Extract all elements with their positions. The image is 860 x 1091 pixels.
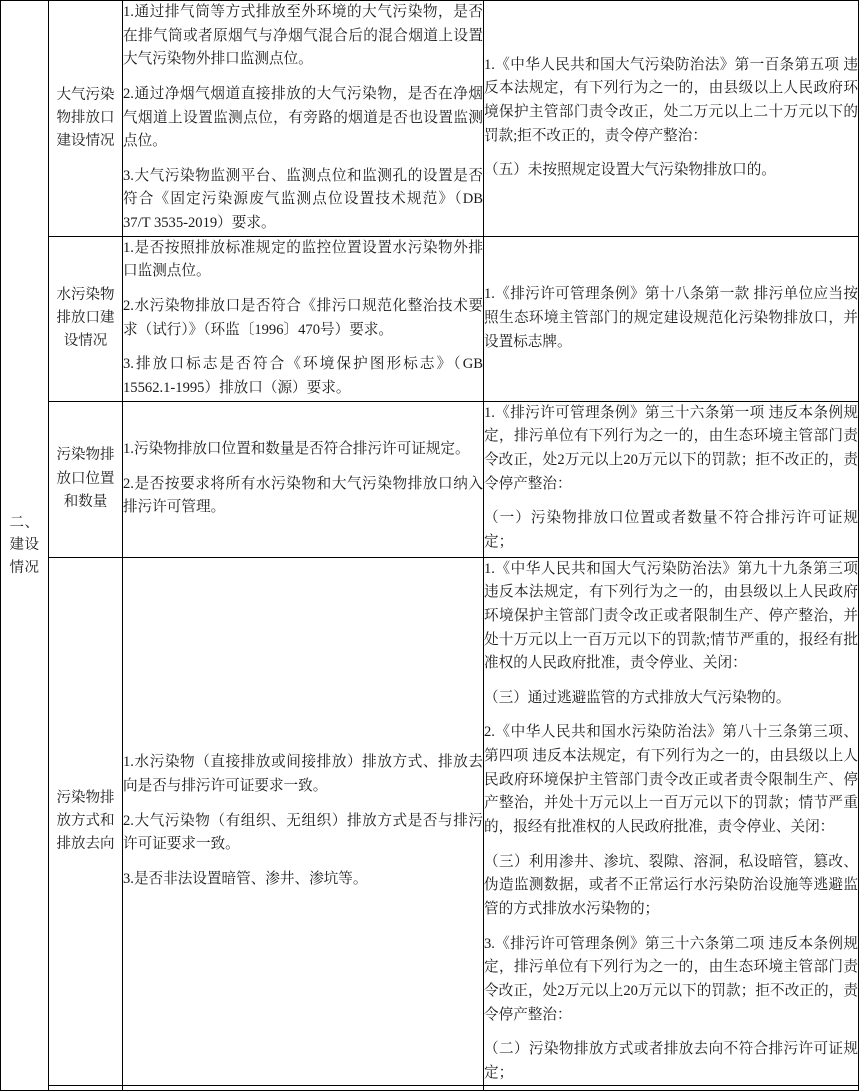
inspection-point: 1.是否按照排放标准规定的监控位置设置水污染物外排口监测点位。 <box>123 239 483 280</box>
inspection-points-cell <box>123 1 484 237</box>
sub-item-cell-air-outlet <box>49 1 123 237</box>
inspection-point: 1.通过排气筒等方式排放至外环境的大气污染物，是否在排气筒或者原烟气与净烟气混合后的混合烟道上设置大气污染物外排口监测点位。 <box>123 4 483 68</box>
sub-item-label-line: 和数量 <box>63 493 108 510</box>
inspection-point: 2.大气污染物（有组织、无组织）排放方式是否与排污许可证要求一致。 <box>123 812 483 853</box>
inspection-points-cell <box>123 557 484 1086</box>
sub-item-label-line: 放方式和 <box>56 812 115 829</box>
inspection-point: 3.排放口标志是否符合《环境保护图形标志》（GB 15562.1-1995）排放口（源）要求。 <box>123 356 483 396</box>
inspection-point: 2.是否按要求将所有水污染物和大气污染物排放口纳入排污许可管理。 <box>123 475 483 516</box>
legal-basis-item: （三）利用渗井、渗坑、裂隙、溶洞，私设暗管，篡改、伪造监测数据，或者不正常运行水污染防治设施等逃避监管的方式排放水污染物的； <box>484 853 858 917</box>
category-label-line: 建设 <box>9 537 40 554</box>
category-cell-construction <box>1 1 49 1091</box>
table-row <box>1 557 859 1086</box>
inspection-points-cell <box>123 236 484 401</box>
sub-item-label-line: 水污染物 <box>56 286 115 303</box>
legal-basis-item: （三）通过逃避监管的方式排放大气污染物的。 <box>484 689 791 706</box>
sub-item-label-line: 放口位置 <box>56 470 115 487</box>
legal-basis-item: 1.《排污许可管理条例》第三十六条第一项 违反本条例规定，排污单位有下列行为之一的，由生态环境主管部门责令改正，处2万元以上20万元以下的罚款；拒不改正的，责令停产整治： <box>484 404 858 492</box>
inspection-points-cell-next <box>123 1086 484 1091</box>
legal-basis-cell-next <box>484 1086 859 1091</box>
sub-item-cell-next <box>49 1086 123 1091</box>
category-label-line: 二、 <box>9 515 40 531</box>
legal-basis-item: 1.《中华人民共和国大气污染防治法》第九十九条第三项 违反本法规定，有下列行为之一的，由县级以上人民政府环境保护主管部门责令改正或者限制生产、停产整治，并处十万元以上一百万元以下的罚款;情节严重的，报经有批准权的人民政府批准，责令停业、关闭： <box>484 560 858 672</box>
table-row <box>1 401 859 557</box>
legal-basis-item: （二）污染物排放方式或者排放去向不符合排污许可证规定； <box>484 1041 858 1081</box>
sub-item-cell-discharge-mode-destination <box>49 557 123 1086</box>
sub-item-label-line: 设情况 <box>63 333 108 350</box>
inspection-point: 1.污染物排放口位置和数量是否符合排污许可证规定。 <box>123 441 470 458</box>
legal-basis-item: （五）未按照规定设置大气污染物排放口的。 <box>484 162 776 179</box>
sub-item-label-line: 大气污染 <box>56 86 115 103</box>
sub-item-label-line: 建设情况 <box>56 132 115 149</box>
sub-item-label-line: 物排放口 <box>56 109 115 126</box>
inspection-points-cell <box>123 401 484 557</box>
legal-basis-item: （一）污染物排放口位置或者数量不符合排污许可证规定； <box>484 510 858 550</box>
inspection-point: 2.通过净烟气烟道直接排放的大气污染物，是否在净烟气烟道上设置监测点位，有旁路的烟道是否也设置监测点位。 <box>123 85 483 150</box>
table-row <box>1 236 859 401</box>
sub-item-label-line: 污染物排 <box>56 789 115 806</box>
sub-item-label-line: 排放去向 <box>56 836 115 853</box>
legal-basis-item: 3.《排污许可管理条例》第三十六条第二项 违反本条例规定，排污单位有下列行为之一的，由生态环境主管部门责令改正，处2万元以上20万元以下的罚款；拒不改正的，责令停产整治： <box>484 935 858 1023</box>
sub-item-cell-outlet-location-count <box>49 401 123 557</box>
table-row <box>1 1 859 237</box>
legal-basis-item: 1.《排污许可管理条例》第十八条第一款 排污单位应当按照生态环境主管部门的规定建设规范化污染物排放口，并设置标志牌。 <box>484 286 858 350</box>
legal-basis-cell <box>484 236 859 401</box>
category-label <box>1 512 48 579</box>
sub-item-label-line: 排放口建 <box>56 310 115 327</box>
legal-basis-cell <box>484 1 859 237</box>
inspection-point: 1.水污染物（直接排放或间接排放）排放方式、排放去向是否与排污许可证要求一致。 <box>123 754 483 795</box>
sub-item-label-line: 污染物排 <box>56 447 115 464</box>
legal-basis-cell <box>484 401 859 557</box>
table-row-partial <box>1 1086 859 1091</box>
legal-basis-cell <box>484 557 859 1086</box>
inspection-point: 2.水污染物排放口是否符合《排污口规范化整治技术要求（试行）》（环监〔1996〕470号）要求。 <box>123 298 483 338</box>
legal-basis-item: 2.《中华人民共和国水污染防治法》第八十三条第三项、第四项 违反本法规定，有下列行为之一的，由县级以上人民政府环境保护主管部门责令改正或者责令限制生产、停产整治，并处十万元以上一百万元以下的罚款；情节严重的，报经有批准权的人民政府批准，责令停业、关闭： <box>484 724 858 836</box>
inspection-point: 3.大气污染物监测平台、监测点位和监测孔的设置是否符合《固定污染源废气监测点位设置技术规范》（DB 37/T 3535-2019）要求。 <box>123 167 483 232</box>
sub-item-cell-water-outlet <box>49 236 123 401</box>
legal-basis-item: 1.《中华人民共和国大气污染防治法》第一百条第五项 违反本法规定，有下列行为之一的，由县级以上人民政府环境保护主管部门责令改正，处二万元以上二十万元以下的罚款;拒不改正的，责令停产整治： <box>484 56 858 144</box>
inspection-point: 3.是否非法设置暗管、渗井、渗坑等。 <box>123 870 368 887</box>
category-label-line: 情况 <box>9 559 40 576</box>
